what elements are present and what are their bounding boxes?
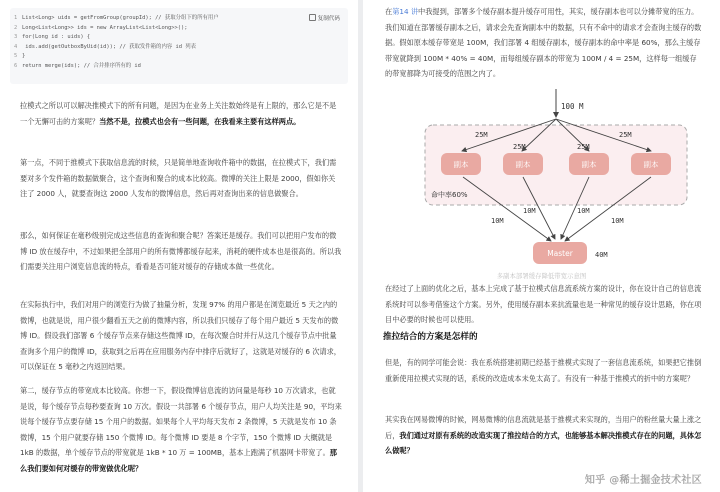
code-line-number: 2 [14,24,18,31]
code-line-text: Long<List<Long>> ids = new ArrayList<List<Long>>(); [22,24,188,31]
replica-bandwidth-diagram [363,85,720,275]
code-line [14,62,219,72]
right-paragraph-2: 在经过了上面的优化之后，基本上完成了基于拉模式信息流系统方案的设计，你在设计自己的信息流系统时可以参考借鉴这个方案。另外，使用缓存副本来抗流量也是一种常见的缓存设计思路，你在项目中必要的时候也可以使用。 [385,284,702,324]
code-line [14,24,219,34]
hit-rate-label: 命中率60% [431,191,468,199]
branch-3-bandwidth: 25M [577,143,590,151]
code-line-number: 5 [14,53,18,60]
left-para5-bold: 那么我们要如何对缓存的带宽做优化呢？ [20,448,337,473]
copy-icon [309,14,316,21]
left-paragraph-4: 在实际执行中，我们对用户的浏览行为做了抽量分析，发现 97% 的用户都是在浏览最近 5 天之内的微博，也就是说，用户很少翻看五天之前的微博内容，所以我们只缓存了每个用户最近 5 天发布的微博 ID。假设我们部署 6 个缓存节点来存储这些微博 ID，在每次聚合时并行从这几个缓存节点中批量查询多个用户的微博 ID，获取到之后再在应用服务内存中排序后就好了，这就是对缓存的 6 次请求，可以保证在 5 毫秒之内返回结果。 [20,300,341,371]
left-para1-text: 拉模式之所以可以解决推模式下的所有问题，是因为在业务上关注数始终是有上限的，那么它是不是一个无懈可击的方案呢？ [20,101,337,126]
right-para4-text: 其实我在网易微博的时候，网易微博的信息流就是基于推模式来实现的，当用户的粉丝量大量上涨之后， [385,415,702,440]
branch-4-bandwidth: 25M [619,131,632,139]
copy-code-label: 复制代码 [317,16,340,22]
code-lines [14,14,219,72]
replica-node-3-label: 副本 [581,160,597,169]
left-para1-bold: 当然不是，拉模式也会有一些问题，在我看来主要有这样两点。 [99,116,301,126]
copy-code-button[interactable] [309,14,340,25]
miss-2-bandwidth: 10M [523,207,536,215]
code-line-number: 1 [14,15,18,21]
left-page [0,0,358,492]
code-line-text: } [22,53,26,60]
miss-1-bandwidth: 10M [491,217,504,225]
code-line-text: List<Long> uids = getFromGroup(groupId); // 获取分组下的所有用户 [22,15,219,21]
replica-node-2 [503,153,543,175]
right-para1-prefix: 在 [385,7,393,16]
code-line-text: for(Long id : uids) { [22,34,91,41]
incoming-bandwidth-label: 100 M [561,102,584,111]
left-paragraph-3: 那么，如何保证在毫秒级别完成这些信息的查询和聚合呢？答案还是缓存。我们可以把用户发布的微博 ID 放在缓存中，不过如果把全部用户的所有微博都缓存起来，消耗的硬件成本也是很高的。所以我们需要关注用户浏览信息流的特点，看看是否可能对缓存的存储成本做一些优化。 [20,231,342,271]
master-node [533,242,587,264]
miss-4-bandwidth: 10M [611,217,624,225]
miss-3-bandwidth: 10M [577,207,590,215]
section-heading: 推拉结合的方案是怎样的 [383,332,478,342]
left-paragraph-1 [20,98,342,129]
master-node-label: Master [547,249,573,258]
right-para1-text: 中我提到，部署多个缓存副本提升缓存可用性，其实，缓存副本也可以分摊带宽的压力。我们知道在部署缓存副本之后，请求会先查询副本中的数据，只有不命中的请求才会查询主缓存的数据。假如原本缓存带宽是 100M，我们部署 4 组缓存副本，缓存副本的命中率是 60%，那么主缓存带宽就降到 100M * 40% = 40M，而每组缓存副本的带宽为 100M / 4 = 25M，这样每一组缓存的带宽都降为可接受的范围之内了。 [385,7,702,78]
code-line-text: return merge(ids); // 合并排序所有的 id [22,62,141,69]
code-line-number: 6 [14,62,18,69]
code-line-number: 3 [14,34,18,41]
replica-node-1 [441,153,481,175]
code-line [14,52,219,62]
master-bandwidth-label: 40M [595,251,608,259]
right-paragraph-4 [385,412,703,459]
left-para5-text: 第二，缓存节点的带宽成本比较高。你想一下，假设微博信息流的访问量是每秒 10 万次请求，也就是说，每个缓存节点每秒要查询 10 万次。假设一共部署 6 个缓存节点，用户人均关注是 90，平均来说每个缓存节点要存储 15 个用户的数据。如果每个人平均每天发布 2 条微博，5 天就是发布 10 条微博，15 个用户就要存储 150 个微博 ID。每个微博 ID 要是 8 个字节，150 个微博 ID 大概就是 1kB 的数据，单个缓存节点的带宽就是 1kB * 10 万 = 100MB，基本上跑满了机器网卡带宽了。 [20,386,342,457]
right-paragraph-3: 但是，有的同学可能会说：我在系统搭建初期已经基于推模式实现了一套信息流系统，如果把它推倒重新使用拉模式实现的话，系统的改造成本未免太高了。有没有一种基于推模式的折中的方案呢？ [385,358,702,383]
diagram-caption: 多副本部署缓存降低带宽示意图 [496,272,587,280]
branch-2-bandwidth: 25M [513,143,526,151]
replica-node-2-label: 副本 [515,160,531,169]
replica-node-1-label: 副本 [453,160,469,169]
left-paragraph-2: 第一点，不同于推模式下获取信息流的时候，只是简单地查询收件箱中的数据，在拉模式下，我们需要对多个发件箱的数据做聚合，这个查询和聚合的成本比较高。微博的关注上限是 2000，假如你关注了 2000 人，就要查询这 2000 人发布的微博信息，然后再对查询出来的信息做聚合。 [20,158,337,198]
code-line [14,33,219,43]
right-para4-bold: 我们通过对原有系统的改造实现了推拉结合的方式，也能够基本解决推模式存在的问题，具体怎么做呢？ [385,430,702,455]
right-paragraph-1 [385,4,703,82]
lecture-14-link[interactable]: 第14 讲 [392,7,419,16]
source-watermark: 知乎 @稀土掘金技术社区 [584,475,702,486]
code-line [14,14,219,24]
code-block [10,8,348,84]
replica-node-3 [569,153,609,175]
code-line-number: 4 [14,43,18,50]
left-paragraph-5 [20,383,342,476]
branch-1-bandwidth: 25M [475,131,488,139]
replica-node-4 [631,153,671,175]
replica-node-4-label: 副本 [643,160,659,169]
right-page [363,0,720,492]
code-line-text: ids.add(getOutboxByUid(id)); // 获取发件箱的内容 id 列表 [22,43,196,50]
code-line [14,43,219,53]
